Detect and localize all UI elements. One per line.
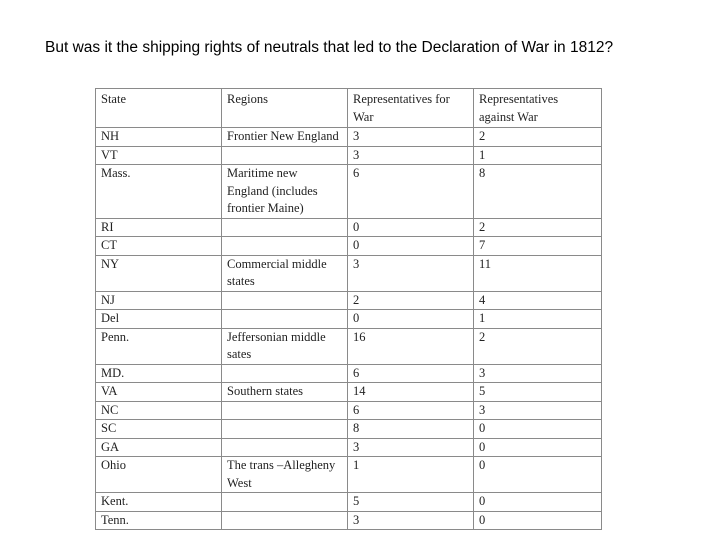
cell-against-war: 7 — [474, 237, 602, 256]
cell-state: RI — [96, 218, 222, 237]
cell-for-war: 0 — [348, 237, 474, 256]
cell-against-war: 0 — [474, 511, 602, 530]
cell-state: NC — [96, 401, 222, 420]
table-header-row — [96, 89, 602, 128]
table-body — [96, 128, 602, 530]
cell-for-war: 6 — [348, 401, 474, 420]
cell-region — [222, 310, 348, 329]
cell-region — [222, 218, 348, 237]
table-row — [96, 218, 602, 237]
cell-state: Ohio — [96, 457, 222, 493]
cell-state: VA — [96, 383, 222, 402]
cell-for-war: 6 — [348, 165, 474, 219]
cell-for-war: 3 — [348, 146, 474, 165]
cell-region — [222, 146, 348, 165]
cell-region — [222, 493, 348, 512]
cell-region — [222, 364, 348, 383]
cell-against-war: 3 — [474, 364, 602, 383]
table-row — [96, 128, 602, 147]
cell-against-war: 11 — [474, 255, 602, 291]
cell-against-war: 5 — [474, 383, 602, 402]
cell-region — [222, 291, 348, 310]
cell-for-war: 5 — [348, 493, 474, 512]
table-row — [96, 364, 602, 383]
cell-state: NJ — [96, 291, 222, 310]
cell-region: The trans –Allegheny West — [222, 457, 348, 493]
table-row — [96, 146, 602, 165]
cell-state: NY — [96, 255, 222, 291]
cell-for-war: 14 — [348, 383, 474, 402]
cell-against-war: 8 — [474, 165, 602, 219]
table-row — [96, 237, 602, 256]
table-row — [96, 165, 602, 219]
header-representatives-against-war: Representatives against War — [474, 89, 602, 128]
cell-state: NH — [96, 128, 222, 147]
cell-against-war: 1 — [474, 310, 602, 329]
cell-against-war: 2 — [474, 328, 602, 364]
cell-for-war: 6 — [348, 364, 474, 383]
cell-region — [222, 237, 348, 256]
cell-region — [222, 438, 348, 457]
cell-region — [222, 420, 348, 439]
header-state: State — [96, 89, 222, 128]
table-row — [96, 328, 602, 364]
table-row — [96, 383, 602, 402]
cell-state: Tenn. — [96, 511, 222, 530]
cell-against-war: 1 — [474, 146, 602, 165]
cell-for-war: 8 — [348, 420, 474, 439]
cell-region: Southern states — [222, 383, 348, 402]
cell-against-war: 4 — [474, 291, 602, 310]
table-row — [96, 310, 602, 329]
cell-for-war: 2 — [348, 291, 474, 310]
cell-against-war: 3 — [474, 401, 602, 420]
war-vote-table-container — [95, 88, 601, 530]
cell-region — [222, 511, 348, 530]
cell-against-war: 0 — [474, 438, 602, 457]
cell-for-war: 3 — [348, 255, 474, 291]
table-row — [96, 420, 602, 439]
cell-against-war: 0 — [474, 493, 602, 512]
cell-for-war: 16 — [348, 328, 474, 364]
cell-state: SC — [96, 420, 222, 439]
cell-against-war: 2 — [474, 218, 602, 237]
cell-state: Kent. — [96, 493, 222, 512]
table-row — [96, 401, 602, 420]
cell-for-war: 3 — [348, 438, 474, 457]
table-row — [96, 493, 602, 512]
cell-region — [222, 401, 348, 420]
cell-region: Maritime new England (includes frontier Maine) — [222, 165, 348, 219]
cell-against-war: 2 — [474, 128, 602, 147]
cell-against-war: 0 — [474, 457, 602, 493]
cell-state: VT — [96, 146, 222, 165]
cell-against-war: 0 — [474, 420, 602, 439]
cell-region: Commercial middle states — [222, 255, 348, 291]
table-row — [96, 255, 602, 291]
table-row — [96, 511, 602, 530]
cell-state: Del — [96, 310, 222, 329]
cell-state: MD. — [96, 364, 222, 383]
cell-for-war: 3 — [348, 128, 474, 147]
cell-for-war: 1 — [348, 457, 474, 493]
header-representatives-for-war: Representatives for War — [348, 89, 474, 128]
cell-state: GA — [96, 438, 222, 457]
cell-for-war: 3 — [348, 511, 474, 530]
table-row — [96, 291, 602, 310]
cell-for-war: 0 — [348, 218, 474, 237]
cell-state: Mass. — [96, 165, 222, 219]
table-row — [96, 457, 602, 493]
cell-state: CT — [96, 237, 222, 256]
cell-region: Jeffersonian middle sates — [222, 328, 348, 364]
cell-region: Frontier New England — [222, 128, 348, 147]
cell-for-war: 0 — [348, 310, 474, 329]
header-regions: Regions — [222, 89, 348, 128]
war-vote-table — [95, 88, 602, 530]
cell-state: Penn. — [96, 328, 222, 364]
slide-title: But was it the shipping rights of neutrals that led to the Declaration of War in 1812? — [45, 39, 614, 56]
table-row — [96, 438, 602, 457]
